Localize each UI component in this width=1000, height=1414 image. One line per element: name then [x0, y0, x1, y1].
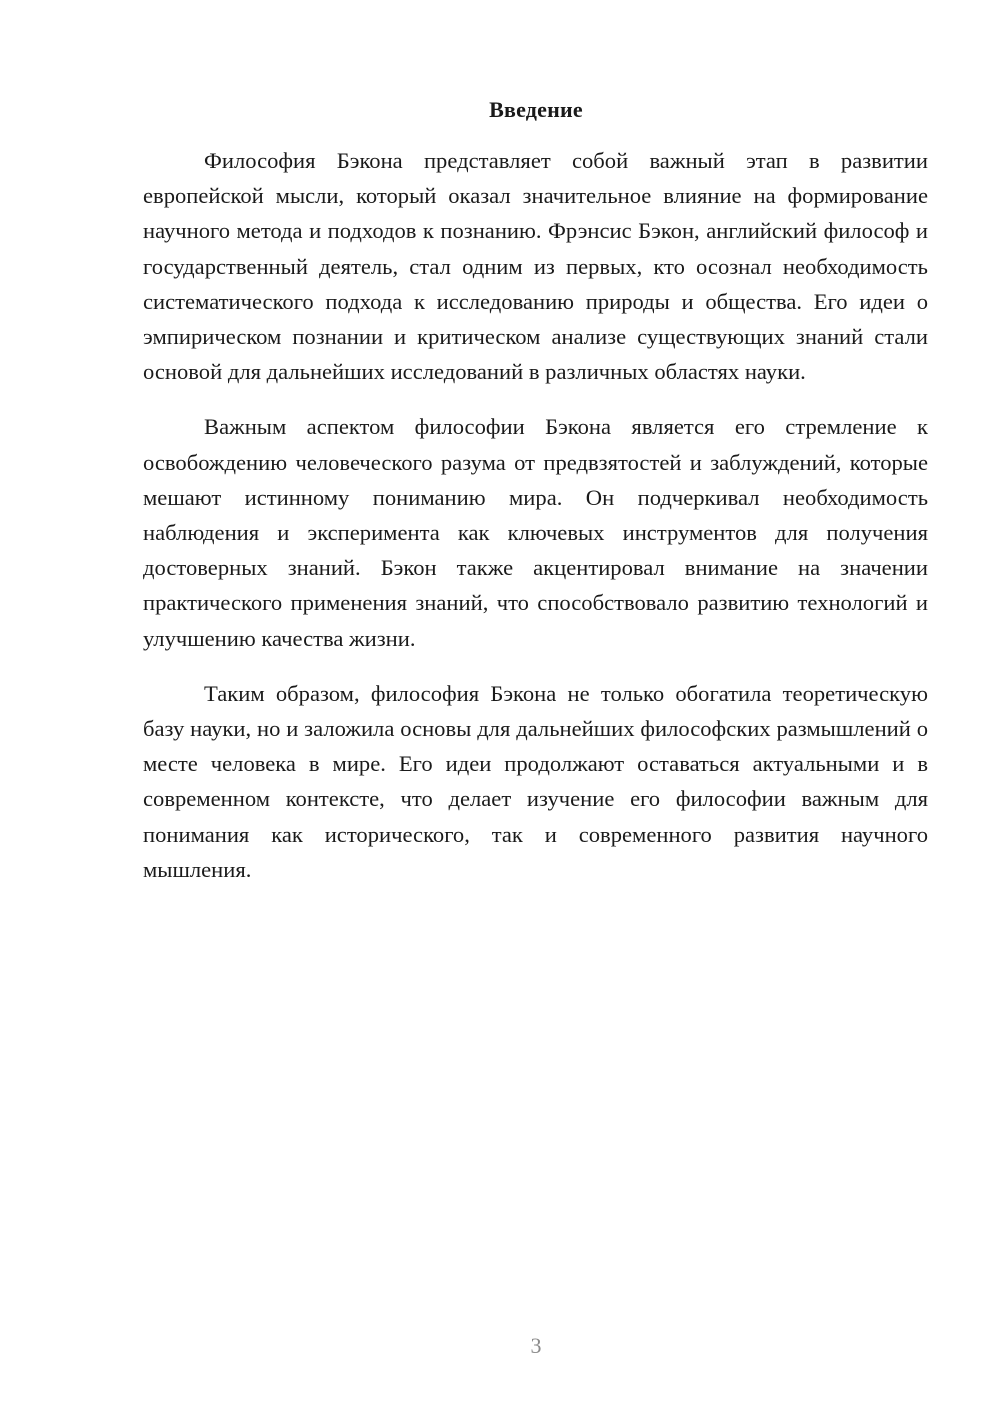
paragraph-1: Философия Бэкона представляет собой важный этап в развитии европейской мысли, который оказал значительное влияние на формирование научного метода и подходов к познанию. Фрэнсис Бэкон, английский философ и государственный деятель, стал одним из первых, кто осознал необходимость систематического подхода к исследованию природы и общества. Его идеи о эмпирическом познании и критическом анализе существующих знаний стали основой для дальнейших исследований в различных областях науки.: [143, 148, 928, 385]
paragraph-3: Таким образом, философия Бэкона не только обогатила теоретическую базу науки, но и заложила основы для дальнейших философских размышлений о месте человека в мире. Его идеи продолжают оставаться актуальными и в современном контексте, что делает изучение его философии важным для понимания как исторического, так и современного развития научного мышления.: [143, 680, 928, 882]
body-text: [143, 143, 928, 907]
section-heading: Введение: [489, 97, 583, 122]
page-number: 3: [530, 1333, 542, 1358]
paragraph-2: Важным аспектом философии Бэкона является его стремление к освобождению человеческого разума от предвзятостей и заблуждений, которые мешают истинному пониманию мира. Он подчеркивал необходимость наблюдения и эксперимента как ключевых инструментов для получения достоверных знаний. Бэкон также акцентировал внимание на значении практического применения знаний, что способствовало развитию технологий и улучшению качества жизни.: [143, 414, 928, 651]
